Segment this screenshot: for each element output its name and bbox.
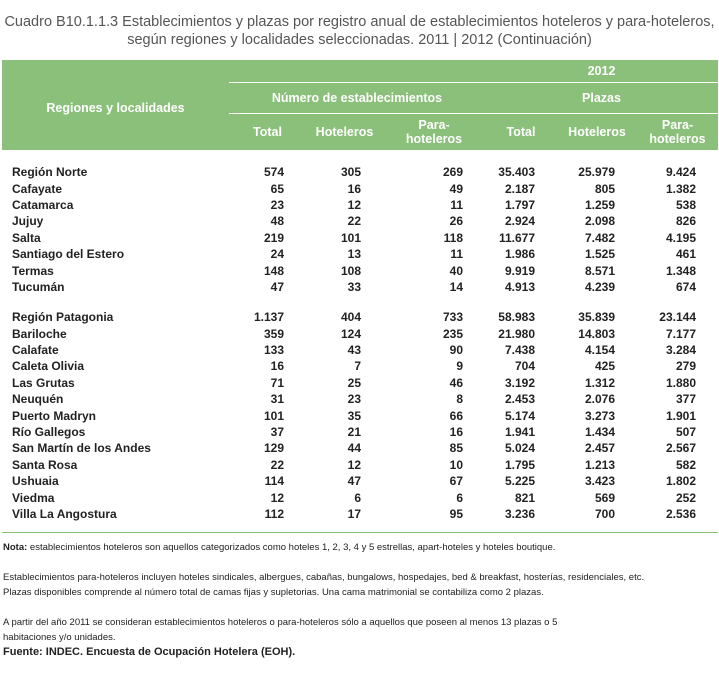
table-cell: 1.795 — [504, 457, 535, 472]
table-cell: 101 — [340, 230, 361, 245]
table-cell: 16 — [270, 359, 284, 374]
table-cell: 65 — [270, 181, 284, 196]
note-plazas: Plazas disponibles comprende al número total de camas fijas y supletorias. Una cama matrimonial se contabiliza como 2 plazas. — [3, 587, 544, 598]
table-cell: 1.259 — [584, 197, 615, 212]
row-label: Viedma — [12, 490, 55, 505]
table-cell: 279 — [675, 359, 696, 374]
table-cell: 11 — [450, 247, 463, 262]
table-cell: 3.236 — [504, 507, 535, 521]
row-label: Neuquén — [12, 392, 64, 407]
row-label: Santiago del Estero — [12, 247, 125, 262]
table-row — [2, 457, 718, 473]
table-cell: 3.192 — [504, 375, 535, 390]
table-cell: 7.177 — [665, 326, 696, 341]
table-cell: 12 — [347, 197, 361, 212]
table-cell: 21 — [347, 425, 361, 440]
table-row — [2, 424, 718, 440]
table-cell: 404 — [340, 310, 361, 325]
header-spacer — [229, 60, 485, 83]
table-cell: 16 — [347, 181, 361, 196]
table-cell: 9.424 — [665, 165, 696, 180]
table-cell: 46 — [449, 375, 463, 390]
table-cell: 8.571 — [584, 263, 615, 278]
table-cell: 40 — [449, 263, 463, 278]
table-cell: 22 — [347, 214, 361, 229]
table-cell: 219 — [263, 230, 284, 245]
table-row — [2, 279, 718, 295]
table-cell: 2.098 — [584, 214, 615, 229]
table-cell: 1.382 — [665, 181, 696, 196]
table-cell: 821 — [514, 490, 535, 505]
table-body — [2, 150, 718, 533]
table-cell: 4.239 — [584, 279, 615, 294]
table-row — [2, 489, 718, 505]
table-cell: 2.536 — [665, 507, 696, 521]
table-cell: 25.979 — [578, 165, 615, 180]
table-row — [2, 213, 718, 229]
region-row — [2, 309, 718, 325]
table-cell: 58.983 — [498, 310, 535, 325]
table-cell: 16 — [449, 425, 463, 440]
table-row — [2, 358, 718, 374]
table-cell: 35.839 — [578, 310, 615, 325]
table-cell: 23 — [270, 197, 284, 212]
note-para-hoteleros: Establecimientos para-hoteleros incluyen hoteles sindicales, albergues, cabañas, bungalows, hospedajes, bed & breakfast, hosterías, residenciales, etc. — [3, 572, 645, 583]
table-cell: 31 — [270, 392, 284, 407]
table-cell: 1.213 — [584, 457, 615, 472]
table-cell: 17 — [347, 507, 361, 521]
table-row — [2, 506, 718, 522]
table-title — [0, 0, 719, 49]
row-label: Termas — [12, 263, 54, 278]
table-cell: 37 — [270, 425, 284, 440]
table-cell: 569 — [594, 490, 615, 505]
table-cell: 118 — [443, 230, 463, 245]
table-cell: 1.137 — [253, 310, 284, 325]
table-cell: 6 — [456, 490, 463, 505]
table-cell: 9 — [456, 359, 463, 374]
table-cell: 33 — [347, 279, 361, 294]
table-cell: 704 — [514, 359, 535, 374]
row-label: Las Grutas — [12, 375, 75, 390]
table-cell: 574 — [263, 165, 284, 180]
table-cell: 108 — [340, 263, 361, 278]
table-cell: 1.941 — [504, 425, 535, 440]
table-cell: 2.457 — [584, 441, 615, 456]
table-cell: 7.438 — [504, 343, 535, 358]
table-row — [2, 180, 718, 196]
table-row — [2, 197, 718, 213]
notes-block — [3, 540, 715, 660]
table-cell: 124 — [340, 326, 361, 341]
table-row — [2, 473, 718, 489]
table-cell: 12 — [270, 490, 284, 505]
row-label: Calafate — [12, 343, 59, 358]
table-cell: 3.284 — [665, 343, 696, 358]
table-row — [2, 230, 718, 246]
header-plazas: Plazas — [485, 83, 718, 114]
table-cell: 4.154 — [584, 343, 615, 358]
row-label: Tucumán — [12, 279, 65, 294]
row-label: Salta — [12, 230, 41, 245]
table-cell: 377 — [675, 392, 696, 407]
table-cell: 674 — [675, 279, 696, 294]
note-criteria-1: A partir del año 2011 se consideran establecimientos hoteleros o para-hoteleros sólo a aquellos que poseen al menos 13 plazas o 5 — [3, 617, 558, 628]
table-cell: 11.677 — [498, 230, 535, 245]
table-cell: 2.187 — [504, 181, 535, 196]
table-cell: 67 — [449, 474, 463, 489]
table-cell: 4.195 — [665, 230, 696, 245]
header-year: 2012 — [485, 60, 718, 83]
row-label: Región Patagonia — [12, 310, 114, 325]
col-header: Total — [485, 114, 557, 150]
table-cell: 49 — [449, 181, 463, 196]
table-cell: 1.348 — [665, 263, 696, 278]
row-label: Villa La Angostura — [12, 507, 117, 521]
table-cell: 1.880 — [665, 375, 696, 390]
table-cell: 3.423 — [584, 474, 615, 489]
table-cell: 112 — [264, 507, 284, 521]
table-cell: 252 — [675, 490, 696, 505]
table-cell: 23.144 — [659, 310, 696, 325]
table-cell: 129 — [263, 441, 284, 456]
table-cell: 90 — [449, 343, 463, 358]
row-label: Puerto Madryn — [12, 408, 97, 423]
table-row — [2, 375, 718, 391]
row-label: Río Gallegos — [12, 425, 86, 440]
col-header: Hoteleros — [306, 114, 383, 150]
table-cell: 1.802 — [665, 474, 696, 489]
table-cell: 1.986 — [504, 247, 535, 262]
note-nota — [3, 540, 715, 555]
table-cell: 21.980 — [498, 326, 535, 341]
table-cell: 7 — [354, 359, 361, 374]
table-cell: 22 — [270, 457, 284, 472]
table-cell: 8 — [456, 392, 463, 407]
table-cell: 25 — [347, 375, 361, 390]
table-cell: 5.174 — [504, 408, 535, 423]
table-row — [2, 246, 718, 262]
note-label: Nota: — [3, 542, 28, 553]
row-label: Catamarca — [12, 197, 74, 212]
table-cell: 507 — [675, 425, 696, 440]
table-cell: 35 — [347, 408, 361, 423]
table-cell: 425 — [594, 359, 615, 374]
table-cell: 35.403 — [498, 165, 535, 180]
table-cell: 826 — [675, 214, 696, 229]
header-regiones: Regiones y localidades — [2, 60, 229, 150]
row-label: Ushuaia — [12, 474, 59, 489]
table-cell: 85 — [449, 441, 463, 456]
table-cell: 2.924 — [504, 214, 535, 229]
row-label: Jujuy — [12, 214, 44, 229]
table-cell: 148 — [263, 263, 284, 278]
table-cell: 1.525 — [584, 247, 615, 262]
region-row — [2, 164, 718, 180]
col-header: Hoteleros — [557, 114, 637, 150]
table-cell: 44 — [347, 441, 361, 456]
table-cell: 66 — [449, 408, 463, 423]
table-cell: 700 — [594, 507, 615, 521]
table-cell: 2.076 — [584, 392, 615, 407]
table-cell: 24 — [270, 247, 284, 262]
col-header: Para- hoteleros — [383, 114, 485, 150]
row-label: Santa Rosa — [12, 457, 78, 472]
table-cell: 6 — [354, 490, 361, 505]
table-cell: 235 — [442, 326, 463, 341]
row-label: Cafayate — [12, 181, 63, 196]
row-label: San Martín de los Andes — [12, 441, 151, 456]
table-cell: 114 — [264, 474, 284, 489]
table-cell: 14 — [449, 279, 463, 294]
table-cell: 133 — [263, 343, 284, 358]
table-cell: 13 — [347, 247, 361, 262]
table-cell: 47 — [270, 279, 284, 294]
table-row — [2, 391, 718, 407]
table-cell: 1.312 — [584, 375, 615, 390]
table-cell: 461 — [675, 247, 696, 262]
table-cell: 11 — [450, 197, 463, 212]
table-row — [2, 342, 718, 358]
table-cell: 305 — [340, 165, 361, 180]
col-header: Total — [229, 114, 306, 150]
table-cell: 71 — [270, 375, 284, 390]
table-cell: 5.225 — [504, 474, 535, 489]
table-cell: 805 — [594, 181, 615, 196]
table-cell: 3.273 — [584, 408, 615, 423]
table-cell: 582 — [675, 457, 696, 472]
table-cell: 12 — [347, 457, 361, 472]
table-cell: 101 — [263, 408, 284, 423]
table-cell: 43 — [347, 343, 361, 358]
table-row — [2, 407, 718, 423]
table-cell: 47 — [347, 474, 361, 489]
data-table — [2, 60, 718, 533]
table-cell: 23 — [347, 392, 361, 407]
col-header: Para- hoteleros — [637, 114, 718, 150]
source-line: Fuente: INDEC. Encuesta de Ocupación Hotelera (EOH). — [3, 646, 296, 658]
table-cell: 1.901 — [665, 408, 696, 423]
table-row — [2, 262, 718, 278]
table-row — [2, 326, 718, 342]
row-label: Caleta Olivia — [12, 359, 85, 374]
table-cell: 733 — [442, 310, 463, 325]
table-cell: 1.797 — [504, 197, 535, 212]
title-line-2: según regiones y localidades seleccionadas. 2011 | 2012 (Continuación) — [127, 32, 592, 48]
table-cell: 48 — [270, 214, 284, 229]
table-cell: 359 — [263, 326, 284, 341]
table-cell: 9.919 — [504, 263, 535, 278]
table-cell: 14.803 — [578, 326, 615, 341]
table-cell: 26 — [449, 214, 463, 229]
table-cell: 269 — [442, 165, 463, 180]
table-cell: 10 — [449, 457, 463, 472]
header-establecimientos: Número de establecimientos — [229, 83, 485, 114]
note-text: establecimientos hoteleros son aquellos categorizados como hoteles 1, 2, 3, 4 y 5 estrellas, apart-hoteles y hoteles boutique. — [27, 542, 556, 553]
row-label: Región Norte — [12, 165, 88, 180]
table-cell: 2.453 — [504, 392, 535, 407]
table-cell: 4.913 — [504, 279, 535, 294]
table-cell: 538 — [675, 197, 696, 212]
table-cell: 7.482 — [584, 230, 615, 245]
table-row — [2, 440, 718, 456]
table-cell: 95 — [449, 507, 463, 521]
table-cell: 1.434 — [584, 425, 615, 440]
table-cell: 2.567 — [665, 441, 696, 456]
note-criteria-2: habitaciones y/o unidades. — [3, 632, 116, 643]
row-label: Bariloche — [12, 326, 67, 341]
title-line-1: Cuadro B10.1.1.3 Establecimientos y plazas por registro anual de establecimientos hoteleros y para-hoteleros, — [4, 14, 715, 30]
table-cell: 5.024 — [504, 441, 535, 456]
